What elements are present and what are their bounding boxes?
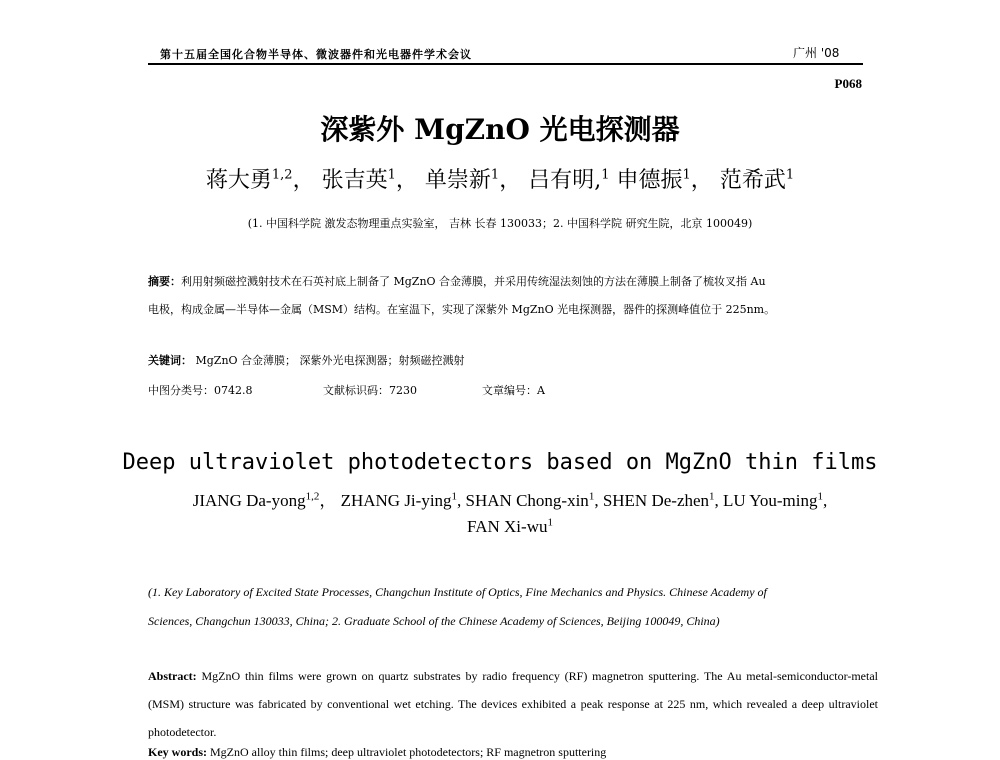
zh-affiliation: (1. 中国科学院 激发态物理重点实验室， 吉林 长春 130033；2. 中国科学院 研究生院，北京 100049) <box>247 217 753 230</box>
en-keywords <box>148 745 606 760</box>
zh-author: 单崇新$^1$， <box>424 167 522 193</box>
en-author: JIANG Da-yong$^{1,2}$， <box>192 490 337 510</box>
en-keywords-label: Key words: <box>148 745 207 759</box>
article-number: 文章编号：A <box>482 384 545 397</box>
en-title: Deep ultraviolet photodetectors based on MgZnO thin films <box>122 450 878 475</box>
en-affiliation-line1: (1. Key Laboratory of Excited State Processes, Changchun Institute of Optics, Fine Mechanics and Physics. Chinese Academy of <box>148 585 767 599</box>
zh-title: 深紫外 MgZnO 光电探测器 <box>320 113 680 146</box>
zh-author: 范希武$^1$ <box>719 167 795 193</box>
en-abstract-label: Abstract: <box>148 669 197 683</box>
zh-keywords-text: MgZnO 合金薄膜； 深紫外光电探测器；射频磁控溅射 <box>195 354 465 367</box>
zh-author: 张吉英$^1$， <box>321 167 418 193</box>
zh-author: 申德振$^1$， <box>616 167 713 193</box>
conference-header: 第十五届全国化合物半导体、微波器件和光电器件学术会议 <box>160 48 472 61</box>
en-author: FAN $Xi-wu^1$ <box>467 516 553 536</box>
en-author: SHAN Chong-xin$^1$, <box>465 490 603 510</box>
en-keywords-text: MgZnO alloy thin films; deep ultraviolet photodetectors; RF magnetron sputtering <box>210 745 607 759</box>
zh-keywords <box>148 352 465 368</box>
zh-abstract-line2: 电极，构成金属—半导体—金属（MSM）结构。在室温下，实现了深紫外 MgZnO 光电探测器，器件的探测峰值位于 225nm。 <box>148 303 776 316</box>
zh-author: 蒋大勇$^{1,2}$， <box>205 167 315 193</box>
clc-number: 中图分类号：0742.8 <box>148 384 253 397</box>
zh-abstract-label: 摘要： <box>148 275 181 288</box>
en-author: ZHANG Ji-ying$^1$, <box>340 490 466 510</box>
en-abstract <box>148 662 878 746</box>
en-author: SHEN De-zhen$^1$, <box>602 490 724 510</box>
zh-abstract-line1: 利用射频磁控溅射技术在石英衬底上制备了 MgZnO 合金薄膜，并采用传统湿法刻蚀的方法在薄膜上制备了梳妆叉指 Au <box>181 275 766 288</box>
header-rule <box>148 63 863 65</box>
en-author: LU You-ming$^1$, <box>723 490 828 510</box>
en-abstract-text: MgZnO thin films were grown on quartz substrates by radio frequency (RF) magnetron sputtering. The Au metal-semiconductor-metal (MSM) structure was fabricated by conventional wet etching. The devices exhibited a peak response at 225 nm, which revealed a deep ultraviolet photodetector. <box>148 669 879 739</box>
zh-keywords-label: 关键词： <box>148 354 192 367</box>
zh-author: 吕有明,$^1$ <box>528 167 610 193</box>
zh-abstract <box>148 268 863 324</box>
en-authors <box>160 488 860 540</box>
en-affiliation-line2: Sciences, Changchun 130033, China; 2. Graduate School of the Chinese Academy of Sciences, Beijing 100049, China) <box>148 614 720 628</box>
location-year: 广州 '08 <box>793 46 840 60</box>
en-affiliation <box>148 578 878 636</box>
zh-authors <box>0 163 1000 194</box>
doc-code: 文献标识码：7230 <box>323 384 417 397</box>
paper-id: P068 <box>834 76 862 91</box>
